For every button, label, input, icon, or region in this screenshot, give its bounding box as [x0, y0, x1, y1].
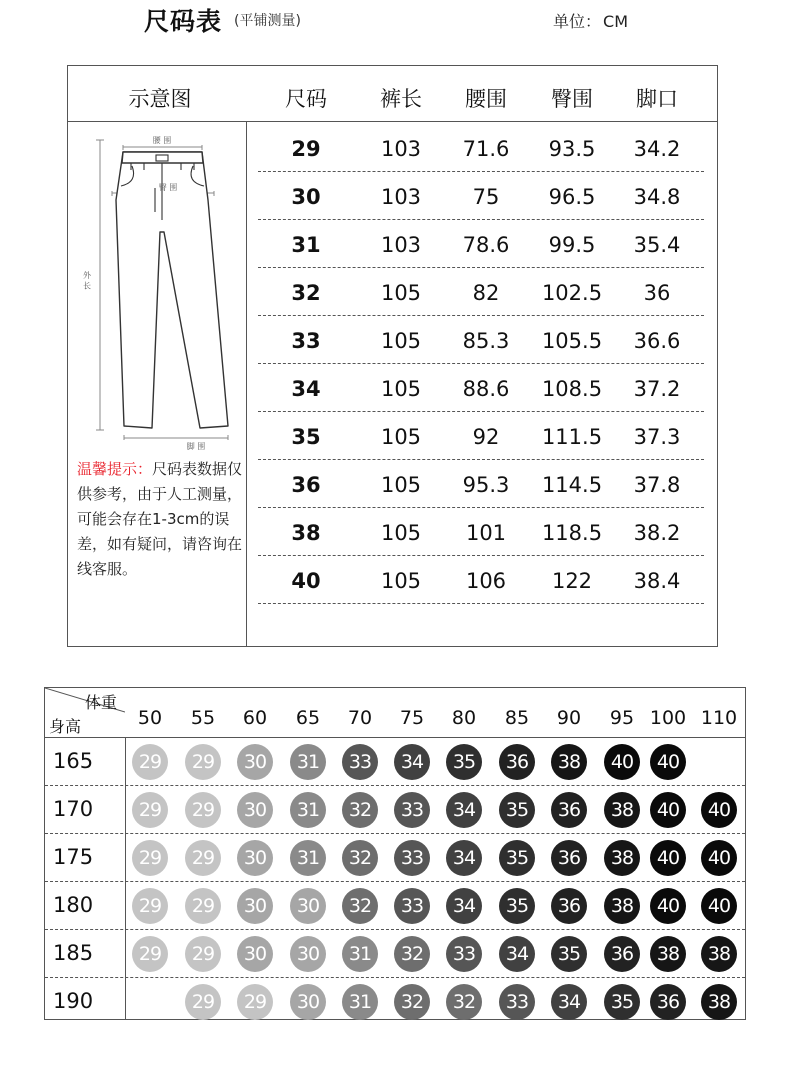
size-badge: 33	[394, 840, 430, 876]
size-cell-hem: 36.6	[633, 329, 681, 353]
size-cell-size: 29	[291, 137, 321, 161]
weight-header: 95	[609, 707, 635, 729]
weight-header: 110	[700, 707, 738, 729]
weight-header: 85	[504, 707, 530, 729]
corner-weight-label: 体重	[85, 693, 118, 712]
waist-label: 腰 围	[152, 136, 172, 145]
size-cell-hip: 114.5	[541, 473, 603, 497]
size-badge: 40	[650, 888, 686, 924]
size-badge: 30	[290, 936, 326, 972]
grid-row	[45, 834, 745, 882]
size-cell-hem: 37.3	[633, 425, 681, 449]
size-cell-length: 105	[380, 425, 422, 449]
size-cell-waist: 85.3	[462, 329, 510, 353]
size-badge: 38	[701, 984, 737, 1020]
size-badge: 29	[185, 936, 221, 972]
size-cell-size: 35	[291, 425, 321, 449]
size-badge: 35	[499, 888, 535, 924]
size-row	[258, 124, 704, 172]
size-cell-size: 31	[291, 233, 321, 257]
height-label: 170	[53, 797, 94, 821]
size-badge: 35	[499, 792, 535, 828]
size-badge: 40	[650, 744, 686, 780]
size-cell-size: 30	[291, 185, 321, 209]
size-badge: 36	[551, 792, 587, 828]
size-badge: 35	[551, 936, 587, 972]
grid-row	[45, 882, 745, 930]
size-recommend-grid	[44, 687, 746, 1020]
grid-row	[45, 930, 745, 978]
size-badge: 32	[446, 984, 482, 1020]
col-diagram: 示意图	[128, 87, 192, 111]
size-row	[258, 364, 704, 412]
height-label: 190	[53, 989, 94, 1013]
size-row	[258, 412, 704, 460]
size-badge: 38	[604, 840, 640, 876]
size-row	[258, 556, 704, 604]
size-badge: 30	[290, 984, 326, 1020]
weight-header: 90	[556, 707, 582, 729]
size-badge: 29	[132, 744, 168, 780]
size-tip	[77, 457, 243, 582]
size-cell-hip: 99.5	[548, 233, 596, 257]
size-badge: 33	[446, 936, 482, 972]
tip-text: 尺码表数据仅供参考，由于人工测量，可能会存在1-3cm的误差，如有疑问，请咨询在线客服。	[77, 460, 243, 578]
size-cell-hem: 37.8	[633, 473, 681, 497]
size-cell-hem: 38.2	[633, 521, 681, 545]
size-badge: 34	[446, 792, 482, 828]
size-cell-size: 36	[291, 473, 321, 497]
unit-label	[553, 9, 628, 32]
col-hip: 臀围	[551, 87, 593, 111]
corner-height-label: 身高	[49, 717, 82, 736]
size-badge: 38	[604, 792, 640, 828]
pants-diagram	[78, 130, 242, 460]
size-cell-length: 103	[380, 185, 422, 209]
size-cell-waist: 82	[472, 281, 500, 305]
size-badge: 33	[394, 792, 430, 828]
size-badge: 38	[604, 888, 640, 924]
size-cell-waist: 71.6	[462, 137, 510, 161]
size-cell-hem: 34.2	[633, 137, 681, 161]
unit-label-text: 单位：	[553, 12, 602, 31]
size-cell-hip: 93.5	[548, 137, 596, 161]
size-row	[258, 268, 704, 316]
size-badge: 40	[650, 792, 686, 828]
size-cell-length: 105	[380, 521, 422, 545]
height-label: 175	[53, 845, 94, 869]
size-badge: 34	[446, 840, 482, 876]
weight-header: 60	[242, 707, 268, 729]
size-cell-size: 38	[291, 521, 321, 545]
size-badge: 30	[237, 888, 273, 924]
unit-value: CM	[603, 12, 628, 31]
grid-corner	[45, 688, 125, 738]
size-cell-hip: 102.5	[541, 281, 603, 305]
size-badge: 32	[394, 984, 430, 1020]
size-badge: 36	[604, 936, 640, 972]
size-badge: 38	[701, 936, 737, 972]
size-cell-waist: 75	[472, 185, 500, 209]
size-badge: 30	[290, 888, 326, 924]
size-row	[258, 172, 704, 220]
size-badge: 35	[604, 984, 640, 1020]
size-cell-size: 33	[291, 329, 321, 353]
size-badge: 29	[237, 984, 273, 1020]
weight-header: 50	[137, 707, 163, 729]
weight-header: 70	[347, 707, 373, 729]
size-chart-header	[68, 66, 717, 122]
size-badge: 29	[185, 840, 221, 876]
size-badge: 40	[701, 888, 737, 924]
size-badge: 30	[237, 840, 273, 876]
size-badge: 30	[237, 744, 273, 780]
size-badge: 29	[132, 840, 168, 876]
height-label: 180	[53, 893, 94, 917]
size-cell-hip: 122	[551, 569, 593, 593]
size-badge: 29	[132, 888, 168, 924]
weight-header: 100	[649, 707, 687, 729]
weight-header: 65	[295, 707, 321, 729]
diagram-divider	[246, 121, 247, 647]
size-row	[258, 316, 704, 364]
col-size: 尺码	[285, 87, 327, 111]
size-badge: 35	[446, 744, 482, 780]
size-badge: 32	[342, 792, 378, 828]
size-badge: 32	[394, 936, 430, 972]
col-waist: 腰围	[465, 87, 507, 111]
size-badge: 40	[701, 840, 737, 876]
size-cell-hem: 35.4	[633, 233, 681, 257]
weight-header: 75	[399, 707, 425, 729]
size-cell-hem: 38.4	[633, 569, 681, 593]
size-badge: 30	[237, 792, 273, 828]
size-badge: 40	[650, 840, 686, 876]
outer-length-label: 外 长	[82, 271, 92, 290]
grid-row	[45, 786, 745, 834]
size-badge: 36	[650, 984, 686, 1020]
size-row	[258, 508, 704, 556]
size-cell-length: 105	[380, 569, 422, 593]
size-badge: 36	[551, 840, 587, 876]
size-badge: 34	[499, 936, 535, 972]
size-badge: 34	[394, 744, 430, 780]
hem-label: 脚 围	[186, 442, 206, 451]
col-hem: 脚口	[636, 87, 678, 111]
size-cell-length: 103	[380, 137, 422, 161]
size-badge: 33	[342, 744, 378, 780]
size-badge: 29	[185, 888, 221, 924]
size-badge: 36	[551, 888, 587, 924]
size-row	[258, 460, 704, 508]
size-cell-length: 105	[380, 377, 422, 401]
size-badge: 33	[394, 888, 430, 924]
size-cell-hem: 36	[643, 281, 671, 305]
hip-label: 臀 围	[158, 183, 178, 192]
size-badge: 29	[185, 984, 221, 1020]
size-badge: 34	[551, 984, 587, 1020]
size-badge: 31	[290, 744, 326, 780]
size-cell-hip: 105.5	[541, 329, 603, 353]
size-badge: 29	[132, 936, 168, 972]
size-badge: 31	[342, 936, 378, 972]
size-badge: 31	[290, 840, 326, 876]
size-row	[258, 220, 704, 268]
size-badge: 31	[290, 792, 326, 828]
size-badge: 40	[701, 792, 737, 828]
size-badge: 32	[342, 840, 378, 876]
height-label: 185	[53, 941, 94, 965]
size-badge: 29	[132, 792, 168, 828]
weight-header: 80	[451, 707, 477, 729]
size-badge: 35	[499, 840, 535, 876]
size-badge: 29	[185, 792, 221, 828]
size-cell-size: 34	[291, 377, 321, 401]
size-badge: 33	[499, 984, 535, 1020]
size-cell-hem: 37.2	[633, 377, 681, 401]
size-cell-waist: 101	[465, 521, 507, 545]
size-badge: 31	[342, 984, 378, 1020]
size-badge: 38	[551, 744, 587, 780]
height-label: 165	[53, 749, 94, 773]
size-badge: 40	[604, 744, 640, 780]
weight-header: 55	[190, 707, 216, 729]
size-cell-hip: 108.5	[541, 377, 603, 401]
size-cell-waist: 88.6	[462, 377, 510, 401]
size-cell-length: 105	[380, 473, 422, 497]
measure-note: (平铺测量)	[234, 13, 301, 29]
grid-row	[45, 978, 745, 1026]
size-chart	[67, 65, 718, 647]
size-badge: 30	[237, 936, 273, 972]
size-cell-hip: 118.5	[541, 521, 603, 545]
size-cell-waist: 92	[472, 425, 500, 449]
size-badge: 36	[499, 744, 535, 780]
size-badge: 38	[650, 936, 686, 972]
size-cell-hem: 34.8	[633, 185, 681, 209]
size-badge: 29	[185, 744, 221, 780]
size-cell-hip: 111.5	[541, 425, 603, 449]
tip-label: 温馨提示：	[77, 460, 153, 478]
grid-row	[45, 738, 745, 786]
page-title: 尺码表	[144, 7, 223, 36]
size-cell-length: 103	[380, 233, 422, 257]
size-cell-waist: 95.3	[462, 473, 510, 497]
size-cell-size: 40	[291, 569, 321, 593]
col-length: 裤长	[380, 87, 422, 111]
size-badge: 34	[446, 888, 482, 924]
size-cell-size: 32	[291, 281, 321, 305]
size-cell-hip: 96.5	[548, 185, 596, 209]
size-cell-waist: 78.6	[462, 233, 510, 257]
size-cell-length: 105	[380, 281, 422, 305]
size-cell-waist: 106	[465, 569, 507, 593]
size-badge: 32	[342, 888, 378, 924]
size-cell-length: 105	[380, 329, 422, 353]
